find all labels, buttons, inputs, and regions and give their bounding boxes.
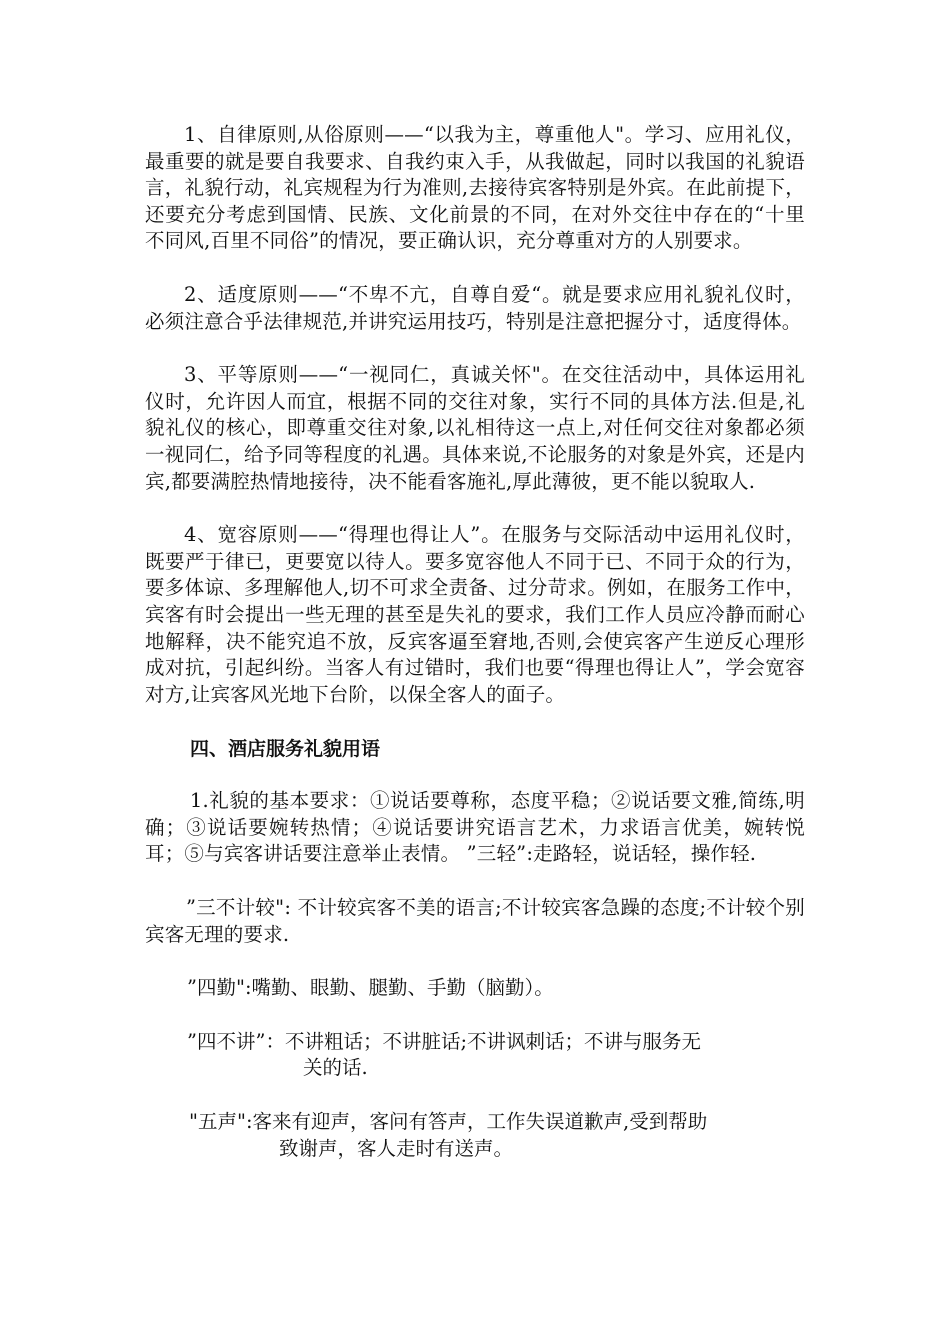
paragraph-basic-requirements: 1.礼貌的基本要求：①说话要尊称，态度平稳；②说话要文雅,简练,明确；③说话要婉转热情；④说话要讲究语言艺术，力求语言优美，婉转悦耳；⑤与宾客讲话要注意举止表情。 ”三轻”:走路轻，说话轻，操作轻.: [145, 789, 805, 866]
four-not-say-line: ”四不讲”：不讲粗话；不讲脏话;不讲讽刺话；不讲与服务无: [187, 1029, 702, 1053]
paragraph-five-voices: [145, 1109, 805, 1162]
paragraph-tolerance-principle: 4、宽容原则——“得理也得让人”。在服务与交际活动中运用礼仪时，既要严于律已，更要宽以待人。要多宽容他人不同于已、不同于众的行为，要多体谅、多理解他人,切不可求全责备、过分苛求。例如，在服务工作中，宾客有时会提出一些无理的甚至是失礼的要求，我们工作人员应冷静而耐心地解释，决不能究追不放，反宾客逼至窘地,否则,会使宾客产生逆反心理形成对抗，引起纠纷。当客人有过错时，我们也要“得理也得让人”，学会宽容对方,让宾客风光地下台阶，以保全客人的面子。: [145, 523, 805, 706]
document-page: [145, 122, 805, 1162]
paragraph-equality-principle: 3、平等原则——“一视同仁，真诚关怀"。在交往活动中，具体运用礼仪时，允许因人而宜，根据不同的交往对象，实行不同的具体方法.但是,礼貌礼仪的核心，即尊重交往对象,以礼相待这一点上,对任何交往对象都必须一视同仁，给予同等程度的礼遇。具体来说,不论服务的对象是外宾，还是内宾,都要满腔热情地接待，决不能看客施礼,厚此薄彼，更不能以貌取人.: [145, 363, 805, 493]
paragraph-self-discipline-principle: 1、自律原则,从俗原则——“以我为主，尊重他人"。学习、应用礼仪，最重要的就是要自我要求、自我约束入手，从我做起，同时以我国的礼貌语言，礼貌行动，礼宾规程为行为准则,去接待宾客特别是外宾。在此前提下，还要充分考虑到国情、民族、文化前景的不同，在对外交往中存在的“十里不同风,百里不同俗”的情况，要正确认识，充分尊重对方的人别要求。: [145, 123, 805, 253]
five-voices-continuation: 致谢声，客人走时有送声。: [279, 1136, 514, 1160]
paragraph-four-not-say: [145, 1029, 805, 1082]
five-voices-line: "五声":客来有迎声，客问有答声，工作失误道歉声,受到帮助: [189, 1110, 708, 1134]
paragraph-moderation-principle: 2、适度原则——“不卑不亢，自尊自爱“。就是要求应用礼貌礼仪时，必须注意合乎法律规范,并讲究运用技巧，特别是注意把握分寸，适度得体。: [145, 282, 805, 333]
section-heading: 四、酒店服务礼貌用语: [190, 738, 381, 761]
four-not-say-continuation: 关的话.: [303, 1056, 368, 1080]
paragraph-three-not-care: ”三不计较": 不计较宾客不美的语言;不计较宾客急躁的态度;不计较个别宾客无理的要求.: [145, 896, 805, 946]
paragraph-four-diligence: ”四勤":嘴勤、眼勤、腿勤、手勤（脑勤）。: [187, 976, 554, 1000]
